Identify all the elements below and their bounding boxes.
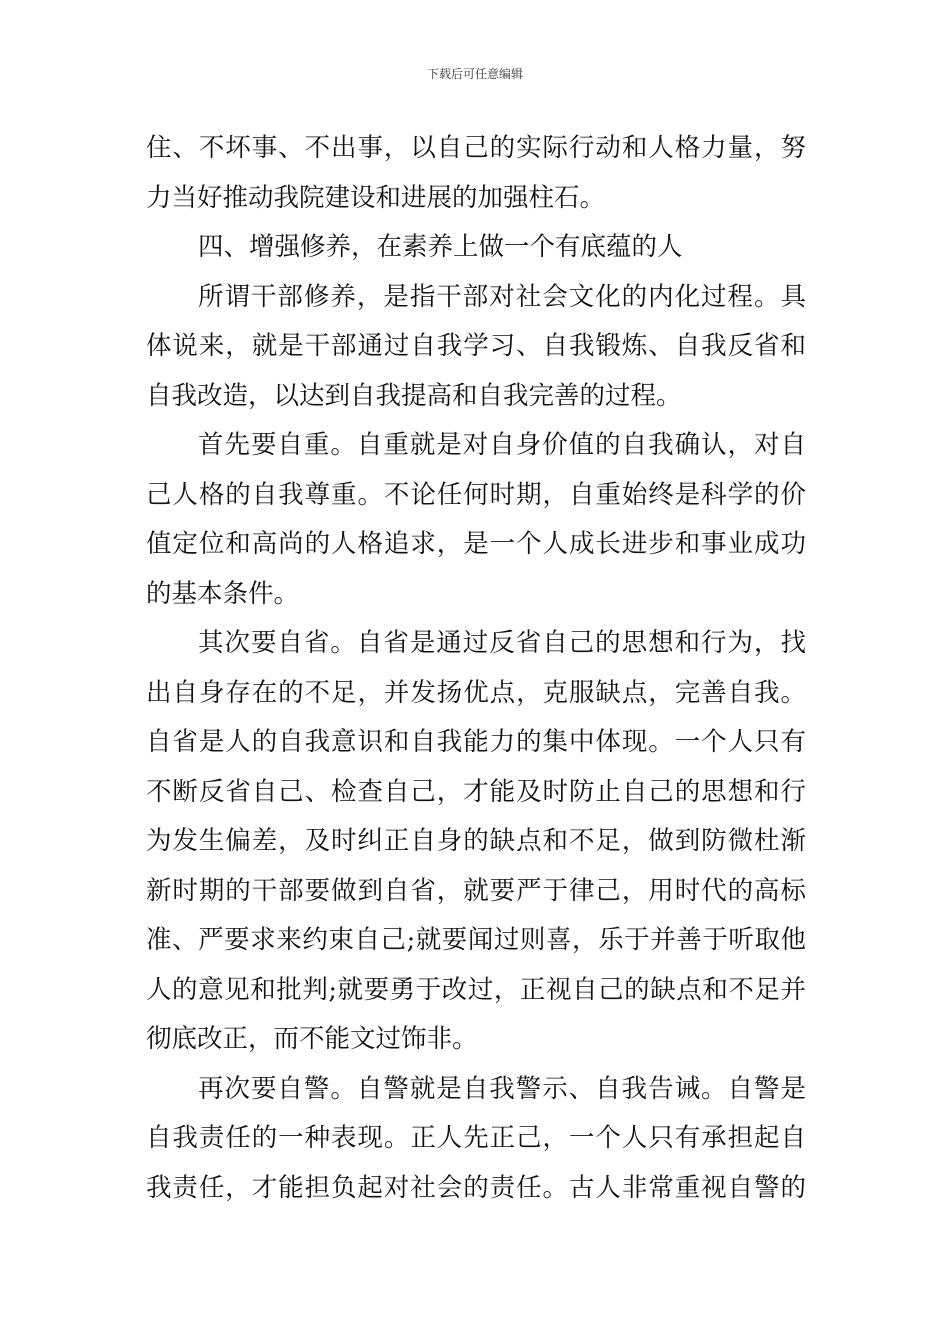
text-line: 力当好推动我院建设和进展的加强柱石。 (146, 182, 606, 213)
text-line: 为发生偏差，及时纠正自身的缺点和不足，做到防微杜渐 (146, 826, 806, 856)
text-line: 不断反省自己、检查自己，才能及时防止自己的思想和行 (146, 776, 806, 807)
text-line: 自省是人的自我意识和自我能力的集中体现。一个人只有 (146, 727, 806, 757)
text-line: 四、增强修养，在素养上做一个有底蕴的人 (198, 232, 683, 262)
text-line: 自我责任的一种表现。正人先正己，一个人只有承担起自 (146, 1123, 806, 1153)
text-line: 其次要自省。自省是通过反省自己的思想和行为，找 (198, 628, 806, 658)
text-line: 人的意见和批判;就要勇于改过，正视自己的缺点和不足并 (146, 974, 806, 1005)
text-line: 住、不坏事、不出事，以自己的实际行动和人格力量，努 (146, 133, 806, 163)
text-line: 体说来，就是干部通过自我学习、自我锻炼、自我反省和 (146, 331, 806, 361)
text-line: 我责任，才能担负起对社会的责任。古人非常重视自警的 (146, 1172, 806, 1203)
document-body (146, 124, 806, 1213)
text-line: 准、严要求来约束自己;就要闻过则喜，乐于并善于听取他 (146, 925, 806, 955)
text-line: 所谓干部修养，是指干部对社会文化的内化过程。具 (198, 281, 806, 312)
text-line: 新时期的干部要做到自省，就要严于律己，用时代的高标 (146, 875, 806, 906)
text-line: 的基本条件。 (146, 578, 300, 609)
page-header: 下载后可任意编辑 (426, 67, 523, 81)
text-line: 首先要自重。自重就是对自身价值的自我确认，对自 (198, 430, 806, 460)
text-line: 出自身存在的不足，并发扬优点，克服缺点，完善自我。 (146, 677, 806, 708)
text-line: 值定位和高尚的人格追求，是一个人成长进步和事业成功 (146, 529, 806, 559)
text-line: 自我改造，以达到自我提高和自我完善的过程。 (146, 380, 682, 411)
text-line: 再次要自警。自警就是自我警示、自我告诫。自警是 (198, 1073, 806, 1104)
text-line: 己人格的自我尊重。不论任何时期，自重始终是科学的价 (146, 479, 806, 510)
text-line: 彻底改正，而不能文过饰非。 (146, 1024, 478, 1054)
